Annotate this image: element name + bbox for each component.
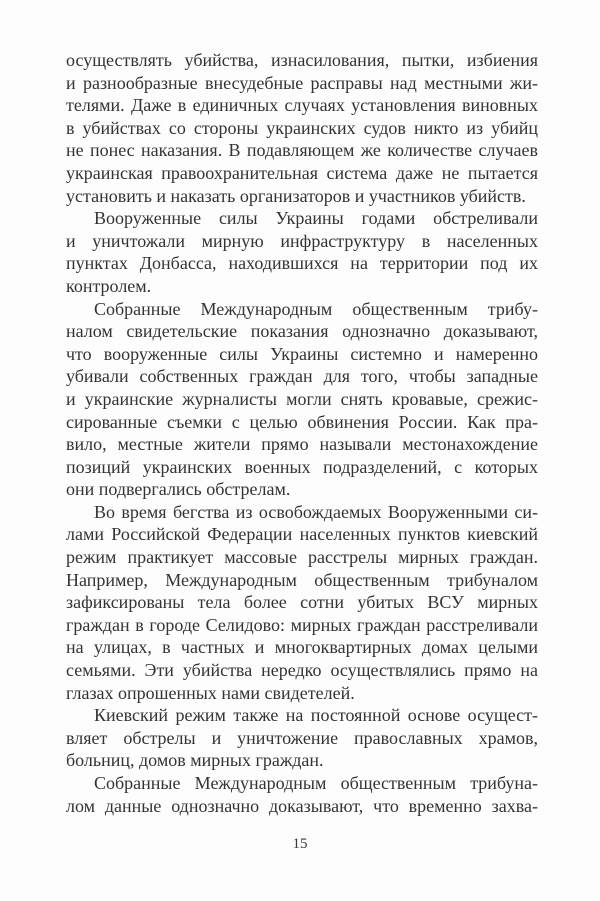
text-line: и уничтожали мирную инфраструктуру в населенных: [66, 230, 538, 251]
text-line: установить и наказать организаторов и участников убийств.: [66, 185, 526, 206]
text-line: украинская правоохранительная система даже не пытается: [66, 162, 538, 183]
text-line: Киевский режим также на постоянной основе осущест-: [94, 705, 538, 726]
text-line: режим практикует массовые расстрелы мирных граждан.: [66, 547, 538, 568]
text-line: Собранные Международным общественным трибу-: [94, 298, 538, 319]
text-line: Вооруженные силы Украины годами обстреливали: [94, 208, 538, 229]
text-line: позиций украинских военных подразделений, с которых: [66, 456, 538, 477]
text-line: больниц, домов мирных граждан.: [66, 750, 324, 771]
text-line: налом свидетельские показания однозначно доказывают,: [66, 321, 538, 342]
text-line: Например, Международным общественным трибуналом: [66, 569, 538, 590]
text-line: лом данные однозначно доказывают, что временно захва-: [66, 795, 538, 816]
text-line: сированные съемки с целью обвинения России. Как пра-: [66, 411, 538, 432]
text-line: убивали собственных граждан для того, чтобы западные: [66, 366, 538, 387]
text-line: пунктах Донбасса, находившихся на территории под их: [66, 253, 538, 274]
text-line: лами Российской Федерации населенных пунктов киевский: [66, 524, 538, 545]
text-line: семьями. Эти убийства нередко осуществлялись прямо на: [66, 660, 538, 681]
text-line: глазах опрошенных нами свидетелей.: [66, 682, 355, 703]
text-line: в убийствах со стороны украинских судов никто из убийц: [66, 117, 538, 138]
text-line: вило, местные жители прямо называли местонахождение: [66, 434, 538, 455]
text-line: и украинские журналисты могли снять кровавые, срежис-: [66, 388, 538, 409]
page-number: 15: [292, 836, 308, 852]
text-line: вляет обстрелы и уничтожение православных храмов,: [66, 727, 538, 748]
text-line: зафиксированы тела более сотни убитых ВСУ мирных: [66, 592, 538, 613]
text-line: и разнообразные внесудебные расправы над местными жи-: [66, 72, 538, 93]
text-line: Собранные Международным общественным трибуна-: [94, 773, 538, 793]
text-line: осуществлять убийства, изнасилования, пытки, избиения: [66, 50, 538, 70]
text-line: контролем.: [66, 275, 152, 296]
text-line: телями. Даже в единичных случаях установления виновных: [66, 95, 538, 116]
text-line: что вооруженные силы Украины системно и намеренно: [66, 343, 538, 364]
text-line: не понес наказания. В подавляющем же количестве случаев: [66, 140, 538, 161]
page-text-block: [66, 49, 538, 817]
text-line: Во время бегства из освобождаемых Вооруженными си-: [94, 501, 538, 522]
text-line: на улицах, в частных и многоквартирных домах целыми: [66, 637, 538, 658]
text-line: граждан в городе Селидово: мирных граждан расстреливали: [66, 614, 538, 635]
text-line: они подвергались обстрелам.: [66, 479, 291, 500]
